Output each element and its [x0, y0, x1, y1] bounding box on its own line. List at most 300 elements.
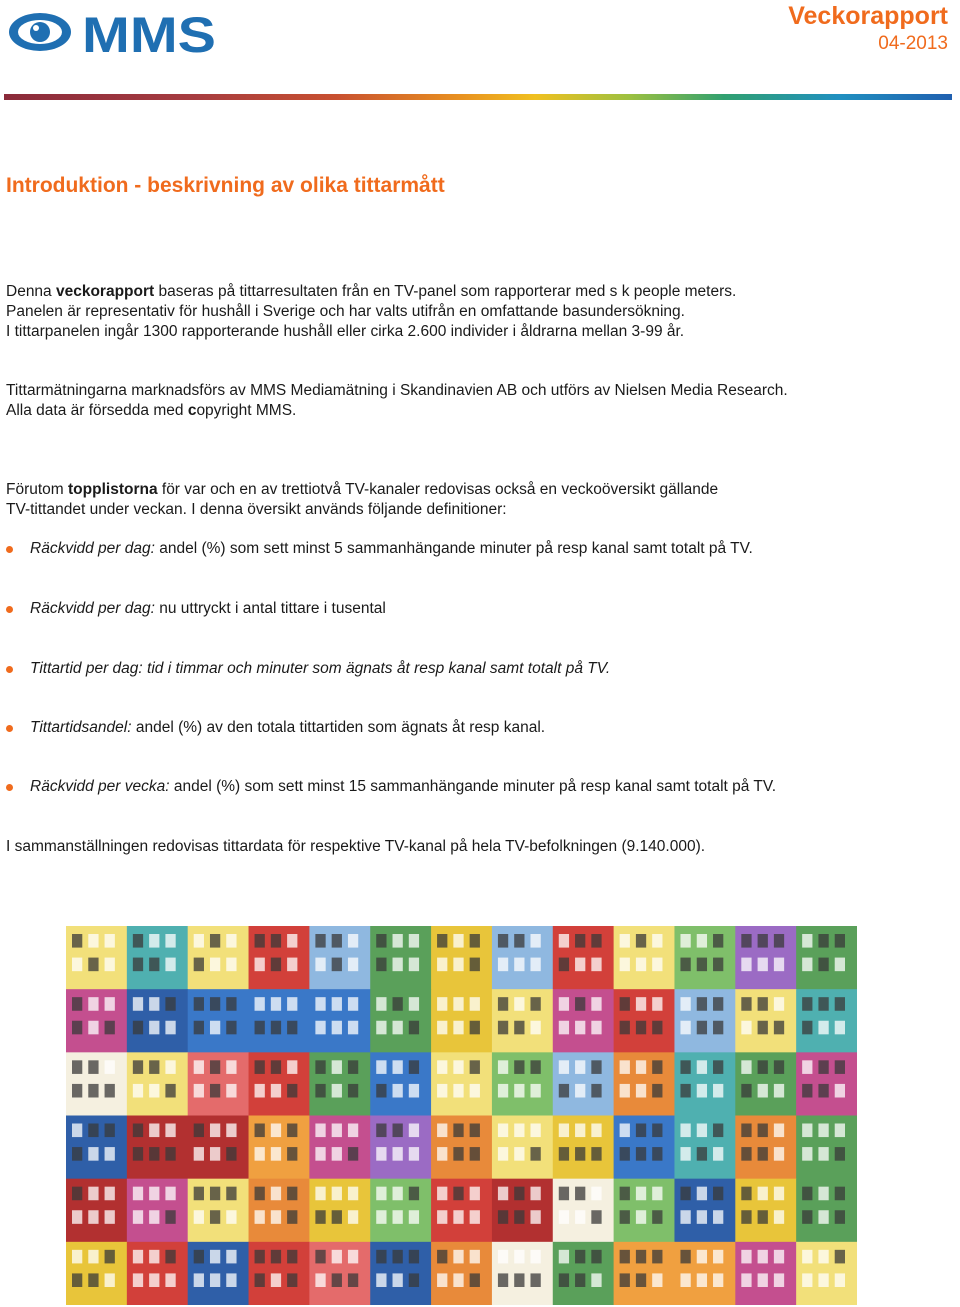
house-window	[437, 1021, 447, 1035]
house-window	[409, 934, 419, 948]
house-window	[88, 997, 98, 1011]
house-window	[774, 1084, 784, 1098]
house-window	[409, 958, 419, 972]
summary-paragraph: I sammanställningen redovisas tittardata för respektive TV-kanal på hela TV-befolkningen (9.140.000).	[6, 838, 706, 855]
house-window	[470, 1084, 480, 1098]
house-window	[393, 1187, 403, 1201]
house-window	[498, 1021, 508, 1035]
house-window	[165, 1060, 175, 1074]
house-window	[453, 1273, 463, 1287]
house-window	[255, 1084, 265, 1098]
house-window	[105, 1210, 115, 1224]
house-window	[255, 1210, 265, 1224]
house-window	[591, 1021, 601, 1035]
house-window	[591, 1084, 601, 1098]
house-window	[575, 1084, 585, 1098]
house-window	[332, 1021, 342, 1035]
house-window	[741, 1060, 751, 1074]
house-window	[514, 958, 524, 972]
house-window	[255, 934, 265, 948]
house-window	[559, 1250, 569, 1264]
house-window	[149, 1060, 159, 1074]
house-window	[802, 934, 812, 948]
house-window	[652, 1084, 662, 1098]
house-window	[332, 1060, 342, 1074]
house-window	[226, 1021, 236, 1035]
house-window	[835, 1124, 845, 1138]
house-window	[393, 1250, 403, 1264]
house-window	[835, 1273, 845, 1287]
house-window	[758, 1060, 768, 1074]
house-window	[530, 1250, 540, 1264]
house-window	[393, 997, 403, 1011]
house-window	[376, 1084, 386, 1098]
house-window	[348, 1210, 358, 1224]
house-window	[758, 1187, 768, 1201]
house-window	[514, 1124, 524, 1138]
house-window	[409, 997, 419, 1011]
house-window	[559, 1021, 569, 1035]
house-window	[591, 958, 601, 972]
report-title: Veckorapport	[788, 2, 948, 30]
bullet-icon	[6, 725, 13, 732]
house-window	[470, 1187, 480, 1201]
house-window	[409, 1147, 419, 1161]
colorful-houses-photo	[66, 926, 857, 1305]
house-window	[559, 1147, 569, 1161]
house-window	[194, 1124, 204, 1138]
house-window	[636, 997, 646, 1011]
house-window	[409, 1210, 419, 1224]
house-window	[315, 958, 325, 972]
house-window	[72, 934, 82, 948]
house-window	[697, 997, 707, 1011]
house-window	[802, 1147, 812, 1161]
house-window	[376, 1147, 386, 1161]
house-window	[149, 934, 159, 948]
house-window	[741, 934, 751, 948]
house-window	[133, 1060, 143, 1074]
house-window	[376, 1210, 386, 1224]
house-window	[210, 1084, 220, 1098]
house-window	[72, 1021, 82, 1035]
definition-item: Tittartidsandel: andel (%) av den totala tittartiden som ägnats åt resp kanal.	[6, 718, 545, 738]
house-window	[437, 934, 447, 948]
house-window	[165, 997, 175, 1011]
house-window	[255, 958, 265, 972]
house-window	[498, 934, 508, 948]
house-window	[409, 1021, 419, 1035]
house-window	[652, 1060, 662, 1074]
house-window	[559, 1060, 569, 1074]
house-window	[697, 1210, 707, 1224]
house-window	[591, 1250, 601, 1264]
house-window	[575, 1210, 585, 1224]
house-window	[559, 1210, 569, 1224]
house-window	[226, 1250, 236, 1264]
house-window	[88, 1273, 98, 1287]
house-window	[88, 1210, 98, 1224]
house-window	[697, 1250, 707, 1264]
house-window	[210, 1210, 220, 1224]
house-window	[88, 958, 98, 972]
house-window	[498, 1210, 508, 1224]
house-window	[88, 1147, 98, 1161]
house-window	[741, 1187, 751, 1201]
house-window	[194, 1021, 204, 1035]
house-window	[575, 1250, 585, 1264]
house-window	[697, 1147, 707, 1161]
house-window	[194, 958, 204, 972]
house-window	[72, 1273, 82, 1287]
house-window	[680, 1147, 690, 1161]
house-window	[802, 1124, 812, 1138]
house-window	[514, 1187, 524, 1201]
house-window	[453, 934, 463, 948]
rainbow-divider	[4, 94, 952, 100]
house-window	[393, 1060, 403, 1074]
house-window	[348, 1147, 358, 1161]
house-window	[680, 1210, 690, 1224]
house-window	[818, 1084, 828, 1098]
house-window	[620, 1021, 630, 1035]
house-window	[332, 1187, 342, 1201]
house-window	[741, 1124, 751, 1138]
house-window	[393, 958, 403, 972]
house-window	[620, 1124, 630, 1138]
house-window	[470, 1273, 480, 1287]
house-window	[194, 1147, 204, 1161]
house-window	[105, 1147, 115, 1161]
house-window	[680, 958, 690, 972]
house-window	[514, 997, 524, 1011]
house-window	[376, 997, 386, 1011]
house-window	[315, 1021, 325, 1035]
house-window	[774, 997, 784, 1011]
house-window	[818, 1210, 828, 1224]
house-window	[818, 958, 828, 972]
house-window	[271, 1084, 281, 1098]
house-window	[680, 1060, 690, 1074]
house-window	[287, 1250, 297, 1264]
house-window	[620, 1210, 630, 1224]
house-window	[453, 1210, 463, 1224]
house-window	[559, 997, 569, 1011]
house-window	[88, 1124, 98, 1138]
house-window	[133, 1273, 143, 1287]
house-window	[149, 958, 159, 972]
house-window	[194, 1210, 204, 1224]
house-window	[636, 1210, 646, 1224]
house-window	[818, 1124, 828, 1138]
house-window	[802, 1273, 812, 1287]
house-window	[697, 1124, 707, 1138]
house-window	[530, 958, 540, 972]
house-window	[226, 1187, 236, 1201]
house-window	[514, 1250, 524, 1264]
house-window	[453, 1084, 463, 1098]
house-window	[393, 1084, 403, 1098]
house-window	[332, 1250, 342, 1264]
house-window	[774, 1021, 784, 1035]
house-window	[774, 1060, 784, 1074]
house-window	[802, 1084, 812, 1098]
house-window	[758, 1124, 768, 1138]
house-window	[818, 934, 828, 948]
house-window	[559, 934, 569, 948]
house-window	[530, 1210, 540, 1224]
house-window	[680, 1084, 690, 1098]
house-window	[575, 1124, 585, 1138]
house-window	[453, 1250, 463, 1264]
house-window	[453, 1124, 463, 1138]
house-window	[149, 1273, 159, 1287]
house-window	[620, 1147, 630, 1161]
house-window	[72, 997, 82, 1011]
house-window	[498, 997, 508, 1011]
house-window	[697, 1084, 707, 1098]
house-window	[636, 934, 646, 948]
house-window	[774, 1273, 784, 1287]
house-window	[376, 1060, 386, 1074]
house-window	[697, 958, 707, 972]
house-window	[741, 1021, 751, 1035]
house-window	[332, 1084, 342, 1098]
house-window	[835, 1084, 845, 1098]
house-window	[575, 1060, 585, 1074]
house-window	[194, 1084, 204, 1098]
house-window	[165, 934, 175, 948]
house-window	[133, 1210, 143, 1224]
house-window	[470, 1021, 480, 1035]
logo-text: MMS	[82, 7, 216, 58]
house-window	[498, 1273, 508, 1287]
house-window	[591, 1147, 601, 1161]
house-window	[835, 1250, 845, 1264]
house-window	[498, 1060, 508, 1074]
house-window	[437, 958, 447, 972]
house-window	[376, 1273, 386, 1287]
house-window	[835, 934, 845, 948]
house-window	[88, 1021, 98, 1035]
house-window	[271, 1187, 281, 1201]
house-window	[636, 1250, 646, 1264]
page-title: Introduktion - beskrivning av olika tittarmått	[6, 174, 445, 197]
house-window	[149, 1021, 159, 1035]
intro-paragraph: Denna veckorapport baseras på tittarresultaten från en TV-panel som rapporterar med s k people meters. Panelen är representativ för hushåll i Sverige och har valts utifrån en omfattande basundersökning. I tittarpanelen ingår 1300 rapporterande hushåll eller cirka 2.600 individer i åldrarna mellan 3-99 år.	[6, 283, 737, 340]
house-window	[315, 1210, 325, 1224]
house-window	[287, 1273, 297, 1287]
house-window	[636, 958, 646, 972]
house-window	[255, 1021, 265, 1035]
house-window	[348, 1187, 358, 1201]
house-window	[315, 1187, 325, 1201]
house-window	[758, 1210, 768, 1224]
house-window	[105, 1187, 115, 1201]
bullet-icon	[6, 666, 13, 673]
house-window	[149, 1187, 159, 1201]
copyright-paragraph: Tittarmätningarna marknadsförs av MMS Mediamätning i Skandinavien AB och utförs av Nielsen Media Research. Alla data är försedda med copyright MMS.	[6, 382, 788, 419]
house-window	[620, 1250, 630, 1264]
house-window	[287, 958, 297, 972]
house-window	[409, 1187, 419, 1201]
house-window	[133, 958, 143, 972]
house-window	[437, 1147, 447, 1161]
house-window	[315, 1060, 325, 1074]
house-window	[774, 1250, 784, 1264]
house-window	[226, 1084, 236, 1098]
house-window	[271, 997, 281, 1011]
house-window	[105, 1250, 115, 1264]
house-window	[470, 1250, 480, 1264]
house-window	[149, 1124, 159, 1138]
house-window	[72, 1084, 82, 1098]
house-window	[315, 1273, 325, 1287]
house-window	[620, 1084, 630, 1098]
house-window	[498, 1124, 508, 1138]
house-window	[835, 1147, 845, 1161]
house-window	[409, 1273, 419, 1287]
house-window	[287, 997, 297, 1011]
house-window	[437, 1084, 447, 1098]
house-window	[210, 1124, 220, 1138]
house-window	[287, 1060, 297, 1074]
house-window	[697, 1021, 707, 1035]
house-window	[652, 1187, 662, 1201]
house-window	[271, 934, 281, 948]
house-window	[470, 997, 480, 1011]
house-window	[498, 1147, 508, 1161]
house-window	[514, 1084, 524, 1098]
house-window	[575, 1147, 585, 1161]
house-window	[652, 1273, 662, 1287]
house-window	[133, 1147, 143, 1161]
house-window	[149, 1250, 159, 1264]
house-window	[802, 1187, 812, 1201]
house-window	[636, 1124, 646, 1138]
house-window	[758, 958, 768, 972]
house-window	[530, 997, 540, 1011]
house-window	[409, 1084, 419, 1098]
house-window	[194, 1273, 204, 1287]
house-window	[636, 1147, 646, 1161]
house-window	[559, 1273, 569, 1287]
house-window	[72, 958, 82, 972]
house-window	[636, 1084, 646, 1098]
house-window	[498, 1187, 508, 1201]
house-window	[271, 1250, 281, 1264]
house-window	[72, 1124, 82, 1138]
house-window	[802, 997, 812, 1011]
house-window	[226, 1147, 236, 1161]
house-window	[437, 1250, 447, 1264]
house-window	[713, 1084, 723, 1098]
house-window	[774, 1124, 784, 1138]
house-window	[376, 1124, 386, 1138]
house-window	[652, 997, 662, 1011]
house-window	[453, 1187, 463, 1201]
house-window	[741, 997, 751, 1011]
house-window	[287, 1147, 297, 1161]
house-window	[453, 958, 463, 972]
house-window	[470, 1147, 480, 1161]
house-window	[332, 1210, 342, 1224]
house-window	[758, 997, 768, 1011]
house-window	[575, 1273, 585, 1287]
house-window	[210, 1021, 220, 1035]
house-window	[437, 1060, 447, 1074]
house-window	[165, 958, 175, 972]
house-window	[149, 1210, 159, 1224]
house-window	[835, 1210, 845, 1224]
house-window	[514, 934, 524, 948]
house-window	[210, 958, 220, 972]
house-window	[514, 1060, 524, 1074]
house-window	[713, 1250, 723, 1264]
house-window	[393, 1021, 403, 1035]
house-window	[287, 1124, 297, 1138]
house-window	[133, 1084, 143, 1098]
house-window	[620, 1273, 630, 1287]
house-window	[332, 934, 342, 948]
house-window	[697, 1273, 707, 1287]
house-window	[133, 997, 143, 1011]
house-window	[559, 1187, 569, 1201]
house-window	[165, 1273, 175, 1287]
house-window	[255, 1124, 265, 1138]
house-window	[530, 1021, 540, 1035]
house-window	[713, 1273, 723, 1287]
house-window	[210, 934, 220, 948]
house-window	[210, 1273, 220, 1287]
house-window	[652, 1210, 662, 1224]
house-window	[72, 1250, 82, 1264]
house-window	[348, 1084, 358, 1098]
definition-item: Räckvidd per vecka: andel (%) som sett minst 15 sammanhängande minuter på resp kanal samt totalt på TV.	[6, 777, 776, 797]
house-window	[591, 997, 601, 1011]
house-window	[453, 1021, 463, 1035]
house-window	[271, 1021, 281, 1035]
house-window	[165, 1250, 175, 1264]
house-window	[255, 997, 265, 1011]
house-window	[194, 934, 204, 948]
house-window	[393, 1124, 403, 1138]
house-window	[636, 1060, 646, 1074]
house-window	[255, 1187, 265, 1201]
house-window	[774, 934, 784, 948]
house-window	[88, 1060, 98, 1074]
house-window	[652, 934, 662, 948]
house-window	[575, 1187, 585, 1201]
house-window	[72, 1147, 82, 1161]
house-window	[226, 1210, 236, 1224]
house-window	[802, 1250, 812, 1264]
house-window	[88, 1250, 98, 1264]
house-window	[741, 1273, 751, 1287]
house-window	[470, 1124, 480, 1138]
mms-logo	[6, 6, 218, 58]
house-window	[818, 1250, 828, 1264]
house-window	[758, 934, 768, 948]
house-window	[271, 958, 281, 972]
house-window	[559, 1084, 569, 1098]
house-window	[575, 1021, 585, 1035]
house-window	[680, 1187, 690, 1201]
house-window	[105, 1060, 115, 1074]
house-window	[165, 1084, 175, 1098]
house-window	[149, 997, 159, 1011]
house-window	[376, 1187, 386, 1201]
